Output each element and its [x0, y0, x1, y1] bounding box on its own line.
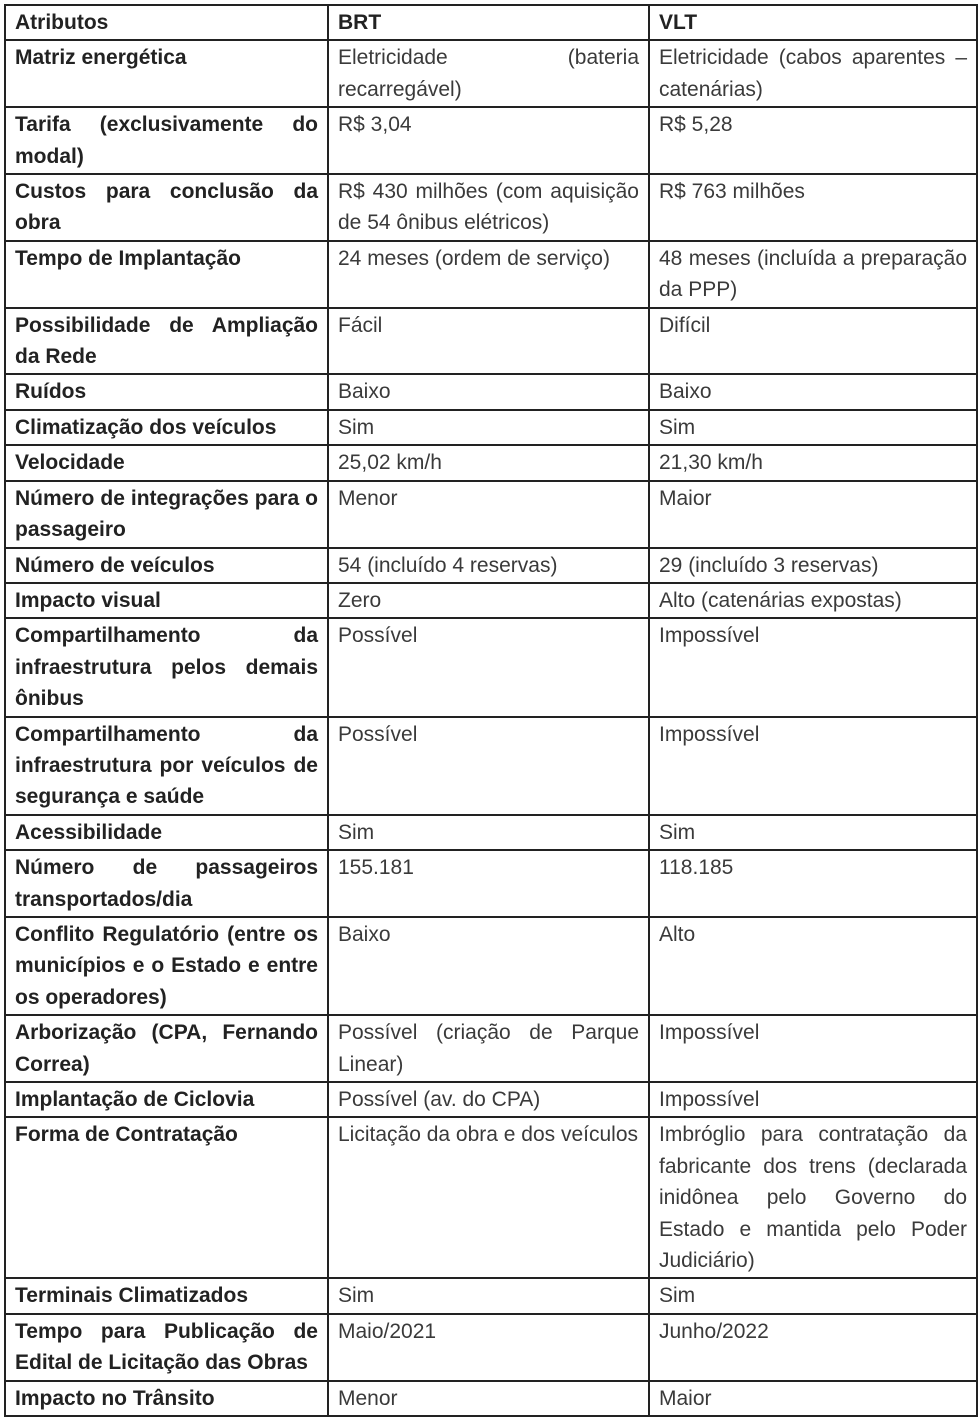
table-row: [5, 174, 977, 241]
attribute-cell: Compartilhamento da infraestrutura pelos demais ônibus: [5, 618, 328, 716]
table-row: [5, 1117, 977, 1278]
table-row: [5, 481, 977, 548]
brt-cell: R$ 430 milhões (com aquisição de 54 ônibus elétricos): [328, 174, 649, 241]
vlt-cell: Baixo: [649, 374, 977, 409]
vlt-cell: R$ 5,28: [649, 107, 977, 174]
brt-cell: Baixo: [328, 917, 649, 1015]
table-row: [5, 410, 977, 445]
table-row: [5, 1278, 977, 1313]
vlt-cell: Difícil: [649, 308, 977, 375]
brt-cell: 24 meses (ordem de serviço): [328, 241, 649, 308]
brt-cell: 54 (incluído 4 reservas): [328, 548, 649, 583]
attribute-cell: Arborização (CPA, Fernando Correa): [5, 1015, 328, 1082]
attribute-cell: Compartilhamento da infraestrutura por veículos de segurança e saúde: [5, 717, 328, 815]
brt-cell: Sim: [328, 410, 649, 445]
vlt-cell: Sim: [649, 815, 977, 850]
attribute-cell: Forma de Contratação: [5, 1117, 328, 1278]
attribute-cell: Número de integrações para o passageiro: [5, 481, 328, 548]
vlt-cell: R$ 763 milhões: [649, 174, 977, 241]
attribute-cell: Tempo para Publicação de Edital de Licitação das Obras: [5, 1314, 328, 1381]
table-row: [5, 583, 977, 618]
vlt-cell: Alto: [649, 917, 977, 1015]
table-row: [5, 40, 977, 107]
attribute-cell: Implantação de Ciclovia: [5, 1082, 328, 1117]
brt-cell: Fácil: [328, 308, 649, 375]
table-row: [5, 1015, 977, 1082]
vlt-cell: Impossível: [649, 1082, 977, 1117]
brt-cell: Baixo: [328, 374, 649, 409]
brt-cell: 25,02 km/h: [328, 445, 649, 480]
attribute-cell: Acessibilidade: [5, 815, 328, 850]
table-row: [5, 308, 977, 375]
attribute-cell: Tempo de Implantação: [5, 241, 328, 308]
header-brt: BRT: [328, 5, 649, 40]
attribute-cell: Impacto visual: [5, 583, 328, 618]
attribute-cell: Matriz energética: [5, 40, 328, 107]
table-row: [5, 374, 977, 409]
table-row: [5, 548, 977, 583]
vlt-cell: Imbróglio para contratação da fabricante dos trens (declarada inidônea pelo Governo do Estado e mantida pelo Poder Judiciário): [649, 1117, 977, 1278]
vlt-cell: Alto (catenárias expostas): [649, 583, 977, 618]
brt-cell: Maio/2021: [328, 1314, 649, 1381]
table-body: [5, 40, 977, 1416]
comparison-table: [4, 4, 978, 1417]
header-row: [5, 5, 977, 40]
attribute-cell: Climatização dos veículos: [5, 410, 328, 445]
brt-cell: Menor: [328, 1381, 649, 1416]
brt-cell: 155.181: [328, 850, 649, 917]
brt-cell: Sim: [328, 815, 649, 850]
attribute-cell: Custos para conclusão da obra: [5, 174, 328, 241]
table-row: [5, 815, 977, 850]
attribute-cell: Terminais Climatizados: [5, 1278, 328, 1313]
vlt-cell: Impossível: [649, 618, 977, 716]
table-row: [5, 445, 977, 480]
table-row: [5, 107, 977, 174]
brt-cell: Licitação da obra e dos veículos: [328, 1117, 649, 1278]
brt-cell: Eletricidade (bateria recarregável): [328, 40, 649, 107]
attribute-cell: Ruídos: [5, 374, 328, 409]
vlt-cell: 21,30 km/h: [649, 445, 977, 480]
table-row: [5, 717, 977, 815]
table-row: [5, 1381, 977, 1416]
table-row: [5, 1082, 977, 1117]
table-row: [5, 1314, 977, 1381]
table-row: [5, 241, 977, 308]
brt-cell: Menor: [328, 481, 649, 548]
vlt-cell: 118.185: [649, 850, 977, 917]
header-vlt: VLT: [649, 5, 977, 40]
attribute-cell: Impacto no Trânsito: [5, 1381, 328, 1416]
table-row: [5, 618, 977, 716]
vlt-cell: 48 meses (incluída a preparação da PPP): [649, 241, 977, 308]
table-row: [5, 850, 977, 917]
vlt-cell: Maior: [649, 481, 977, 548]
vlt-cell: Eletricidade (cabos aparentes – catenárias): [649, 40, 977, 107]
brt-cell: Possível (criação de Parque Linear): [328, 1015, 649, 1082]
brt-cell: R$ 3,04: [328, 107, 649, 174]
attribute-cell: Conflito Regulatório (entre os municípios e o Estado e entre os operadores): [5, 917, 328, 1015]
vlt-cell: Impossível: [649, 1015, 977, 1082]
brt-cell: Zero: [328, 583, 649, 618]
vlt-cell: Sim: [649, 410, 977, 445]
vlt-cell: Maior: [649, 1381, 977, 1416]
attribute-cell: Número de passageiros transportados/dia: [5, 850, 328, 917]
vlt-cell: Sim: [649, 1278, 977, 1313]
brt-cell: Possível: [328, 717, 649, 815]
attribute-cell: Tarifa (exclusivamente do modal): [5, 107, 328, 174]
vlt-cell: Impossível: [649, 717, 977, 815]
vlt-cell: Junho/2022: [649, 1314, 977, 1381]
attribute-cell: Velocidade: [5, 445, 328, 480]
brt-cell: Sim: [328, 1278, 649, 1313]
attribute-cell: Número de veículos: [5, 548, 328, 583]
table-row: [5, 917, 977, 1015]
header-atributos: Atributos: [5, 5, 328, 40]
brt-cell: Possível (av. do CPA): [328, 1082, 649, 1117]
vlt-cell: 29 (incluído 3 reservas): [649, 548, 977, 583]
attribute-cell: Possibilidade de Ampliação da Rede: [5, 308, 328, 375]
brt-cell: Possível: [328, 618, 649, 716]
